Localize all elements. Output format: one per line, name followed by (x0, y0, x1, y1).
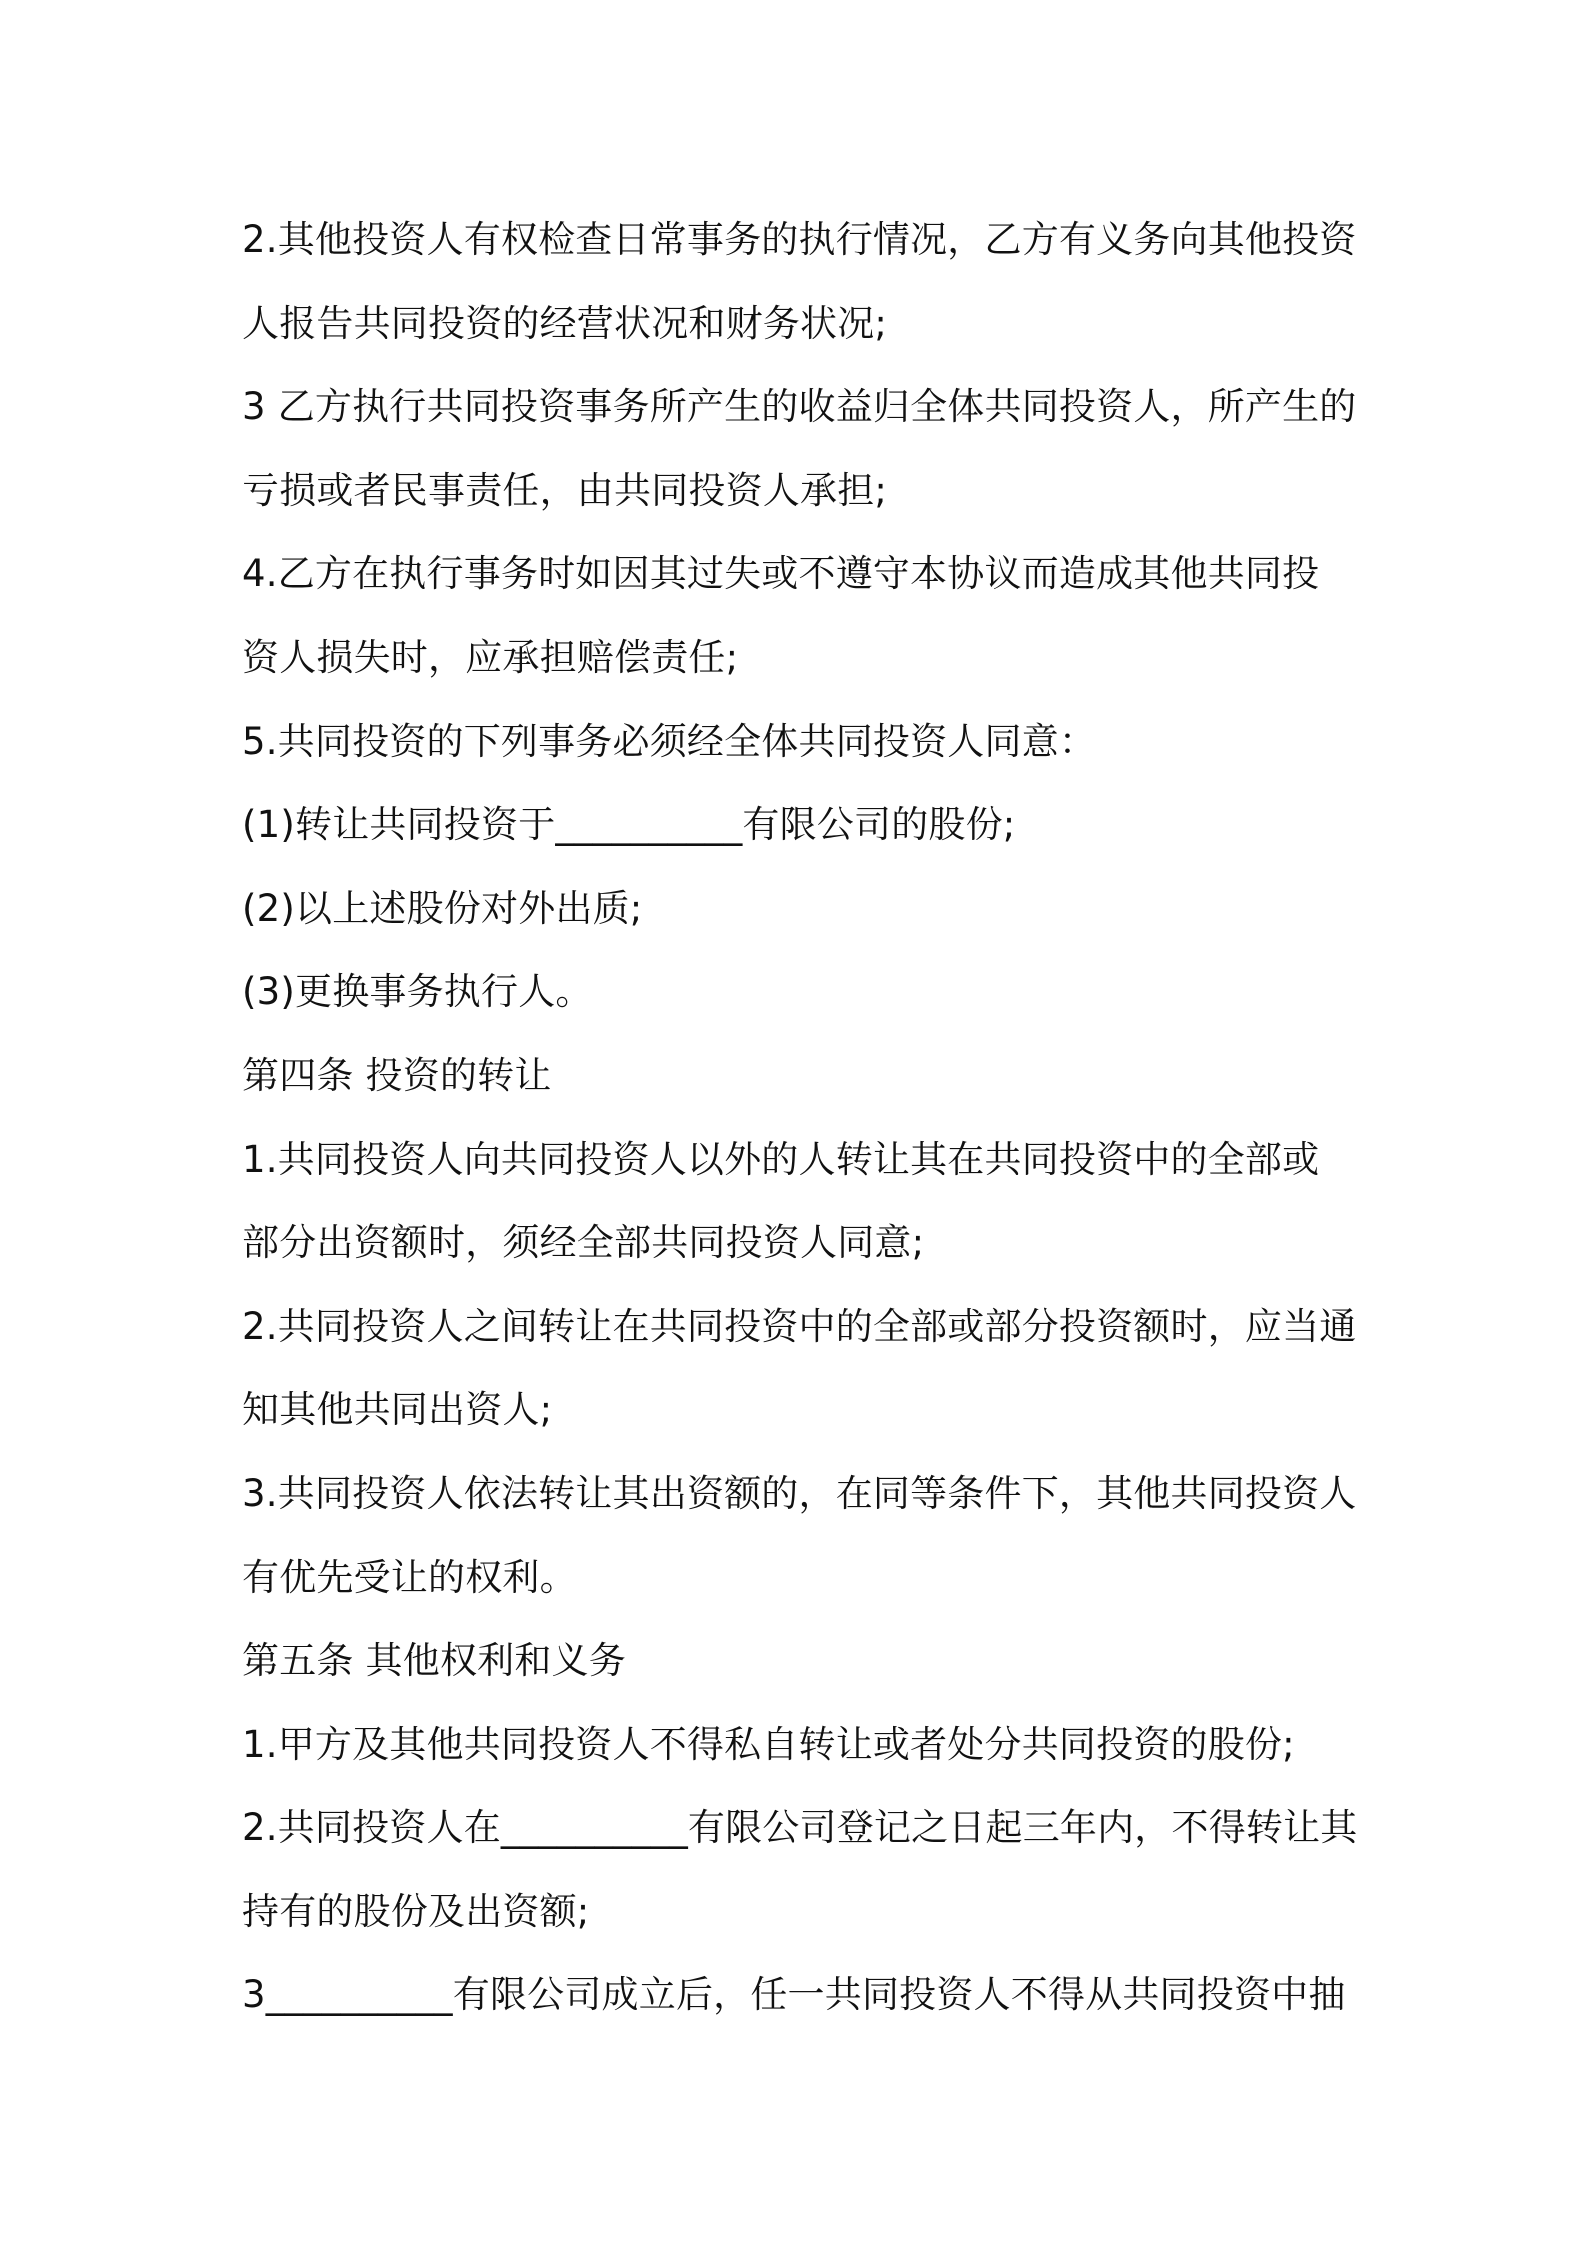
text-line: 人报告共同投资的经营状况和财务状况; (242, 301, 888, 345)
text-line: 3.共同投资人依法转让其出资额的，在同等条件下，其他共同投资人 (242, 1471, 1357, 1515)
text-line: 有优先受让的权利。 (242, 1555, 577, 1599)
text-line: 1.共同投资人向共同投资人以外的人转让其在共同投资中的全部或 (242, 1137, 1320, 1181)
text-line: 3 乙方执行共同投资事务所产生的收益归全体共同投资人，所产生的 (242, 385, 1357, 429)
text-line: 亏损或者民事责任，由共同投资人承担; (242, 468, 888, 512)
text-line: 2.共同投资人之间转让在共同投资中的全部或部分投资额时，应当通 (242, 1304, 1357, 1348)
article-heading: 第四条 投资的转让 (242, 1053, 552, 1097)
text-line: (2)以上述股份对外出质; (242, 886, 643, 930)
text-line: 持有的股份及出资额; (242, 1889, 590, 1933)
text-line: 5.共同投资的下列事务必须经全体共同投资人同意： (242, 719, 1097, 763)
text-line: 3__________有限公司成立后，任一共同投资人不得从共同投资中抽 (242, 1973, 1346, 2017)
document-body (242, 198, 1362, 2037)
text-line: 4.乙方在执行事务时如因其过失或不遵守本协议而造成其他共同投 (242, 552, 1320, 596)
text-line: 知其他共同出资人; (242, 1388, 553, 1432)
article-heading: 第五条 其他权利和义务 (242, 1639, 626, 1683)
text-line: 2.其他投资人有权检查日常事务的执行情况，乙方有义务向其他投资 (242, 218, 1357, 261)
text-line: 1.甲方及其他共同投资人不得私自转让或者处分共同投资的股份; (242, 1722, 1295, 1766)
text-line: 部分出资额时，须经全部共同投资人同意; (242, 1221, 925, 1265)
text-line: 资人损失时，应承担赔偿责任; (242, 635, 739, 679)
text-line: (1)转让共同投资于__________有限公司的股份; (242, 803, 1016, 847)
text-line: (3)更换事务执行人。 (242, 970, 593, 1014)
text-line: 2.共同投资人在__________有限公司登记之日起三年内，不得转让其 (242, 1806, 1358, 1850)
